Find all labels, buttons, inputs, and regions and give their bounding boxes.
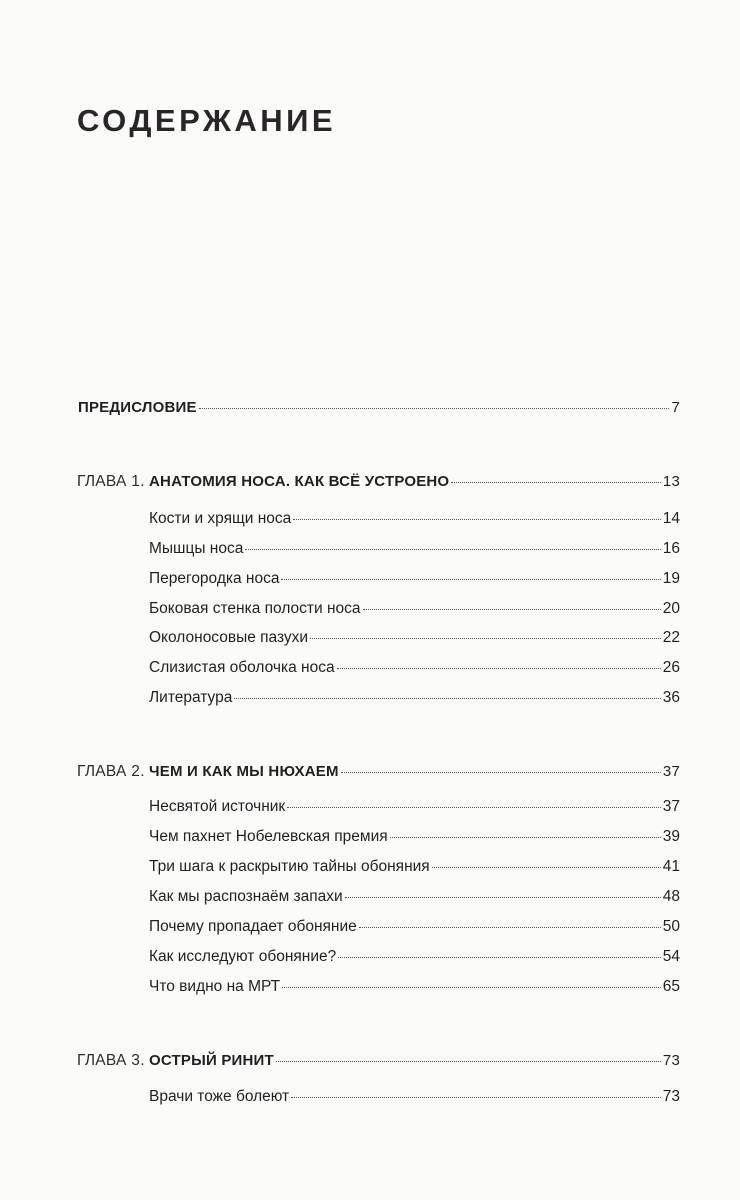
dot-leader	[451, 482, 661, 483]
dot-leader	[432, 867, 661, 868]
section-title: Три шага к раскрытию тайны обоняния	[149, 858, 430, 875]
section-title: Как мы распознаём запахи	[149, 888, 343, 905]
toc-section[interactable]	[149, 797, 680, 817]
toc-page-number: 26	[662, 659, 680, 676]
dot-leader	[199, 408, 670, 409]
section-title: Кости и хрящи носа	[149, 510, 292, 527]
toc-page-number: 14	[662, 510, 680, 527]
dot-leader	[245, 549, 660, 550]
toc-section[interactable]	[149, 947, 680, 967]
toc-entry-label: ПРЕДИСЛОВИЕ	[78, 399, 197, 416]
toc-section[interactable]	[149, 599, 680, 619]
dot-leader	[345, 897, 661, 898]
toc-entry-preface[interactable]	[78, 398, 680, 418]
chapter-title: ЧЕМ И КАК МЫ НЮХАЕМ	[149, 763, 339, 780]
section-title: Околоносовые пазухи	[149, 629, 309, 646]
chapter-prefix: ГЛАВА 1.	[77, 473, 145, 490]
dot-leader	[337, 668, 661, 669]
toc-section[interactable]	[149, 658, 680, 678]
section-title: Литература	[149, 689, 233, 706]
toc-section[interactable]	[149, 917, 680, 937]
section-title: Чем пахнет Нобелевская премия	[149, 828, 388, 845]
dot-leader	[338, 957, 661, 958]
toc-page-number: 39	[662, 828, 680, 845]
toc-page-number: 13	[662, 473, 680, 490]
toc-section[interactable]	[149, 887, 680, 907]
dot-leader	[390, 837, 661, 838]
chapter-title: ОСТРЫЙ РИНИТ	[149, 1052, 274, 1069]
toc-page-number: 73	[662, 1052, 680, 1069]
section-title: Мышцы носа	[149, 540, 244, 557]
toc-section[interactable]	[149, 539, 680, 559]
section-title: Врачи тоже болеют	[149, 1088, 290, 1105]
toc-section[interactable]	[149, 569, 680, 589]
dot-leader	[341, 772, 661, 773]
dot-leader	[276, 1061, 661, 1062]
section-title: Слизистая оболочка носа	[149, 659, 335, 676]
toc-section[interactable]	[149, 827, 680, 847]
toc-page-number: 37	[662, 763, 680, 780]
dot-leader	[287, 807, 661, 808]
toc-page-number: 37	[662, 798, 680, 815]
toc-page-number: 48	[662, 888, 680, 905]
toc-page-number: 54	[662, 948, 680, 965]
section-title: Почему пропадает обоняние	[149, 918, 357, 935]
section-title: Что видно на МРТ	[149, 978, 281, 995]
toc-section[interactable]	[149, 628, 680, 648]
dot-leader	[293, 519, 660, 520]
toc-page-number: 19	[662, 570, 680, 587]
toc-page-number: 16	[662, 540, 680, 557]
toc-section[interactable]	[149, 1087, 680, 1107]
section-title: Несвятой источник	[149, 798, 286, 815]
toc-chapter-1[interactable]	[149, 472, 680, 492]
dot-leader	[282, 987, 661, 988]
toc-page-number: 22	[662, 629, 680, 646]
toc-page-number: 20	[662, 600, 680, 617]
toc-section[interactable]	[149, 977, 680, 997]
section-title: Как исследуют обоняние?	[149, 948, 337, 965]
dot-leader	[234, 698, 660, 699]
toc-page-number: 65	[662, 978, 680, 995]
toc-page-number: 7	[671, 399, 680, 416]
chapter-title: АНАТОМИЯ НОСА. КАК ВСЁ УСТРОЕНО	[149, 473, 450, 490]
toc-section[interactable]	[149, 857, 680, 877]
dot-leader	[291, 1097, 661, 1098]
dot-leader	[310, 638, 661, 639]
dot-leader	[363, 609, 661, 610]
toc-section[interactable]	[149, 688, 680, 708]
toc-section[interactable]	[149, 509, 680, 529]
toc-page-number: 50	[662, 918, 680, 935]
toc-page-number: 36	[662, 689, 680, 706]
section-title: Перегородка носа	[149, 570, 280, 587]
toc-chapter-3[interactable]	[149, 1051, 680, 1071]
page-title: СОДЕРЖАНИЕ	[77, 103, 337, 138]
chapter-prefix: ГЛАВА 3.	[77, 1052, 145, 1069]
chapter-prefix: ГЛАВА 2.	[77, 763, 145, 780]
dot-leader	[281, 579, 660, 580]
toc-chapter-2[interactable]	[149, 762, 680, 782]
toc-page-number: 73	[662, 1088, 680, 1105]
dot-leader	[359, 927, 661, 928]
section-title: Боковая стенка полости носа	[149, 600, 361, 617]
toc-page-number: 41	[662, 858, 680, 875]
